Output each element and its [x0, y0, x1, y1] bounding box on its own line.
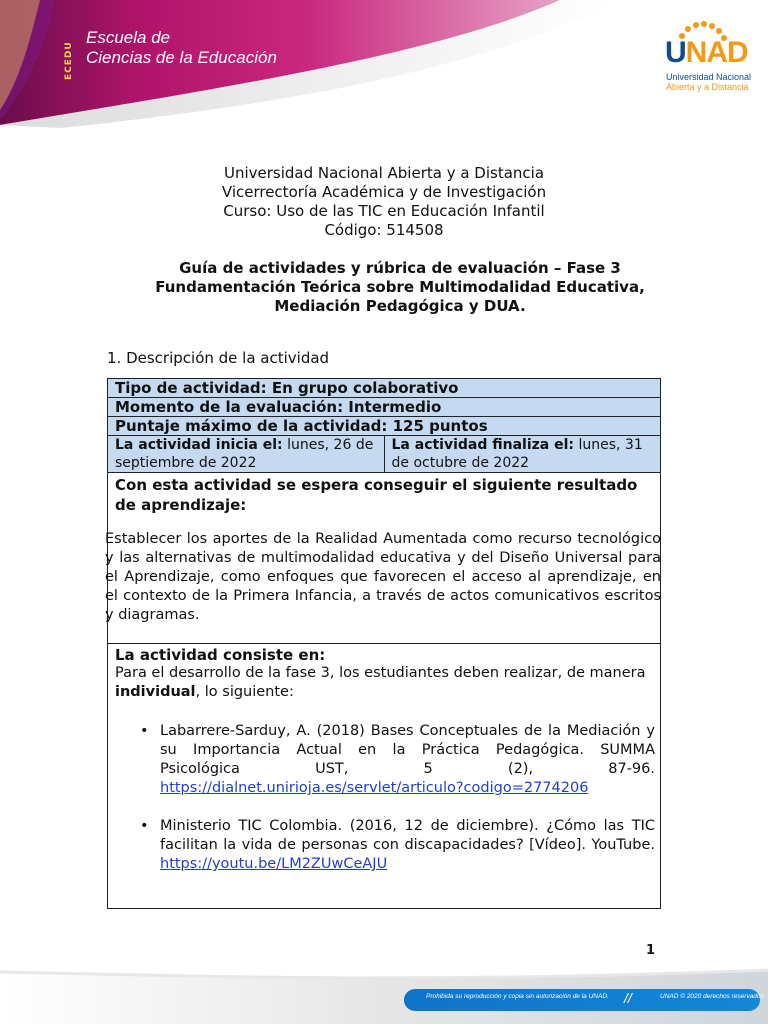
- row-momento-evaluacion: Momento de la evaluación: Intermedio: [108, 398, 660, 417]
- activity-consists-label: La actividad consiste en:: [115, 646, 326, 664]
- learning-outcome-label: Con esta actividad se espera conseguir el siguiente resultado de aprendizaje:: [115, 476, 638, 514]
- reference-link[interactable]: https://youtu.be/LM2ZUwCeAJU: [160, 856, 388, 872]
- title-line-course: Curso: Uso de las TIC en Educación Infantil: [223, 202, 545, 220]
- school-name-line2: Ciencias de la Educación: [86, 48, 277, 67]
- inicio-value: lunes, 26 de septiembre de 2022: [115, 437, 374, 471]
- footer-separator: //: [624, 990, 632, 1006]
- reference-item: [138, 817, 655, 874]
- intro-text-bold: individual: [115, 684, 196, 700]
- learning-outcome-text: Establecer los aportes de la Realidad Aumentada como recurso tecnológico y las alternativas de multimodalidad educativa y del Diseño Universal para el Aprendizaje, como enfoques que favorecen el acceso al aprendizaje, en el contexto de la Primera Infancia, a través de actos comunicativos escritos y diagramas.: [105, 531, 661, 623]
- intro-text-part2: , lo siguiente:: [195, 684, 294, 700]
- row-fechas: [108, 436, 660, 473]
- guide-line3: Mediación Pedagógica y DUA.: [274, 297, 526, 315]
- row-puntaje-maximo: Puntaje máximo de la actividad: 125 puntos: [108, 417, 660, 436]
- unad-logo-wordmark: [665, 36, 748, 70]
- fin-label: La actividad finaliza el:: [391, 437, 575, 453]
- reference-list: [138, 722, 655, 893]
- unad-logo-sub2: Abierta y a Distancia: [666, 82, 749, 92]
- reference-text: Labarrere-Sarduy, A. (2018) Bases Conceptuales de la Mediación y su Importancia Actual en la Práctica Pedagógica. SUMMA Psicológica UST, 5 (2), 87-96.: [160, 723, 655, 777]
- reference-link[interactable]: https://dialnet.unirioja.es/servlet/articulo?codigo=2774206: [160, 780, 589, 796]
- bullet-icon: •: [140, 818, 149, 834]
- title-line-vicerrectoria: Vicerrectoría Académica y de Investigación: [221, 183, 547, 201]
- ecedu-label: ECEDU: [64, 41, 74, 80]
- reference-item: [138, 722, 655, 798]
- bullet-icon: •: [140, 723, 149, 739]
- unad-logo-nad: NAD: [685, 36, 748, 69]
- activity-consists-intro: [115, 664, 655, 702]
- activity-consists-cell: [108, 644, 660, 908]
- guide-line1: Guía de actividades y rúbrica de evaluación – Fase 3: [179, 259, 621, 277]
- footer-notice-text: Prohibida su reproducción y copia sin autorización de la UNAD.: [426, 993, 609, 1000]
- footer-rights-text: UNAD © 2020 derechos reservados: [660, 993, 764, 1000]
- learning-outcome-cell: [105, 473, 661, 644]
- school-name: [86, 28, 277, 68]
- reference-text: Ministerio TIC Colombia. (2016, 12 de diciembre). ¿Cómo las TIC facilitan la vida de personas con discapacidades? [Vídeo]. YouTube.: [160, 818, 655, 853]
- title-line-university: Universidad Nacional Abierta y a Distancia: [223, 164, 545, 182]
- cell-fecha-fin: [384, 436, 661, 472]
- intro-text-part1: Para el desarrollo de la fase 3, los estudiantes deben realizar, de manera: [115, 665, 646, 681]
- school-name-line1: Escuela de: [86, 28, 171, 47]
- university-title-block: [100, 164, 668, 240]
- guide-title-block: [120, 259, 680, 316]
- inicio-label: La actividad inicia el:: [115, 437, 283, 453]
- cell-fecha-inicio: [108, 436, 384, 472]
- page-number: 1: [646, 943, 656, 958]
- title-line-code: Código: 514508: [324, 221, 444, 239]
- unad-logo-subtitle: [666, 72, 751, 92]
- fin-value: lunes, 31 de octubre de 2022: [391, 437, 643, 471]
- row-tipo-actividad: Tipo de actividad: En grupo colaborativo: [108, 379, 660, 398]
- unad-logo-sub1: Universidad Nacional: [666, 72, 752, 82]
- activity-table: [107, 378, 661, 909]
- section-title: 1. Descripción de la actividad: [107, 349, 330, 367]
- guide-line2: Fundamentación Teórica sobre Multimodalidad Educativa,: [155, 278, 645, 296]
- unad-logo-u: U: [665, 36, 686, 69]
